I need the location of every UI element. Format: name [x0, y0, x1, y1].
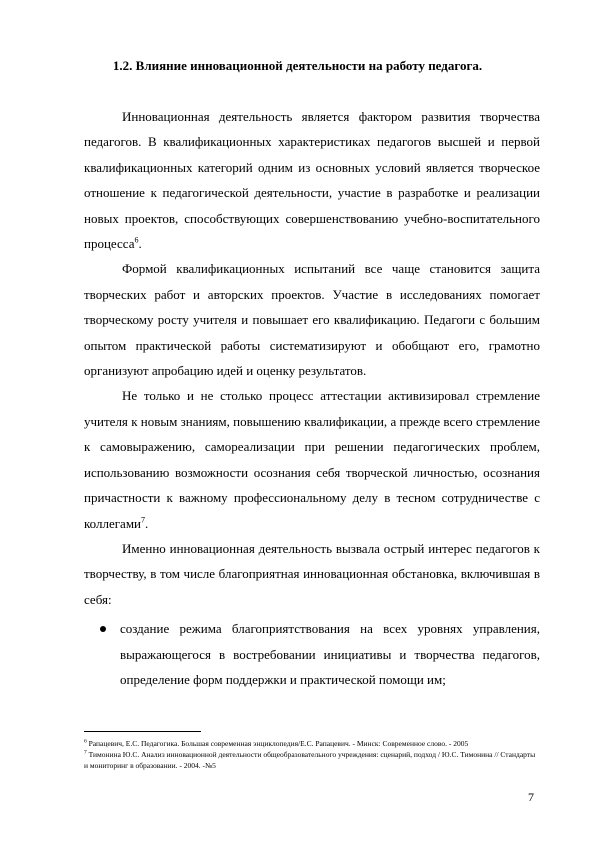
paragraph: [84, 536, 540, 612]
paragraph-text: Не только и не столько процесс аттестации активизировал стремление учителя к новым знаниям, повышению квалификации, а прежде всего стремление к самовыражению, самореализации при решении педагогических проблем, использованию возможности осознания себя творческой личностью, осознания причастности к важному профессиональному делу в тесном сотрудничестве с коллегами: [84, 388, 540, 531]
paragraph-end: .: [145, 515, 149, 531]
footnotes: [84, 738, 540, 771]
body-text: [84, 104, 540, 692]
footnote-number: 7: [84, 749, 87, 756]
list-item: [84, 616, 540, 692]
paragraph: [84, 104, 540, 256]
footnote-text: Рапацевич, Е.С. Педагогика. Большая современная энциклопедия/Е.С. Рапацевич. - Минск: Современное слово. - 2005: [88, 739, 469, 748]
footnote-separator: [84, 731, 201, 732]
footnote: [84, 749, 540, 771]
bullet-list: [84, 616, 540, 692]
paragraph: [84, 256, 540, 383]
section-heading: 1.2. Влияние инновационной деятельности на работу педагога.: [112, 58, 483, 73]
footnote-ref[interactable]: 6: [134, 235, 139, 245]
footnote-text: Тимонина Ю.С. Анализ инновационной деятельности общеобразовательного учреждения: сценарий, подход / Ю.С. Тимонина // Стандарты и мониторинг в образовании. - 2004. -№5: [84, 750, 536, 770]
footnote: [84, 738, 540, 749]
paragraph: [84, 383, 540, 535]
footnote-ref[interactable]: 7: [141, 515, 146, 525]
paragraph-text: Формой квалификационных испытаний все чаще становится защита творческих работ и авторских проектов. Участие в исследованиях помогает творческому росту учителя и повышает его квалификацию. Педагоги с большим опытом практической работы систематизируют и обобщают его, грамотно организуют апробацию идей и оценку результатов.: [84, 261, 540, 379]
paragraph-text: Именно инновационная деятельность вызвала острый интерес педагогов к творчеству, в том числе благоприятная инновационная обстановка, включившая в себя:: [84, 540, 540, 607]
paragraph-end: .: [138, 236, 142, 252]
paragraph-text: Инновационная деятельность является фактором развития творчества педагогов. В квалификационных характеристиках педагогов высшей и первой квалификационных категорий одним из основных условий является творческое отношение к педагогической деятельности, участие в разработке и реализации новых проектов, способствующих совершенствованию учебно-воспитательного процесса: [84, 109, 540, 252]
bullet-icon: [100, 626, 106, 632]
footnote-number: 6: [84, 738, 87, 745]
page-number: 7: [528, 790, 534, 804]
list-item-text: создание режима благоприятствования на всех уровнях управления, выражающегося в востребовании инициативы и творчества педагогов, определение форм поддержки и практической помощи им;: [120, 621, 540, 687]
